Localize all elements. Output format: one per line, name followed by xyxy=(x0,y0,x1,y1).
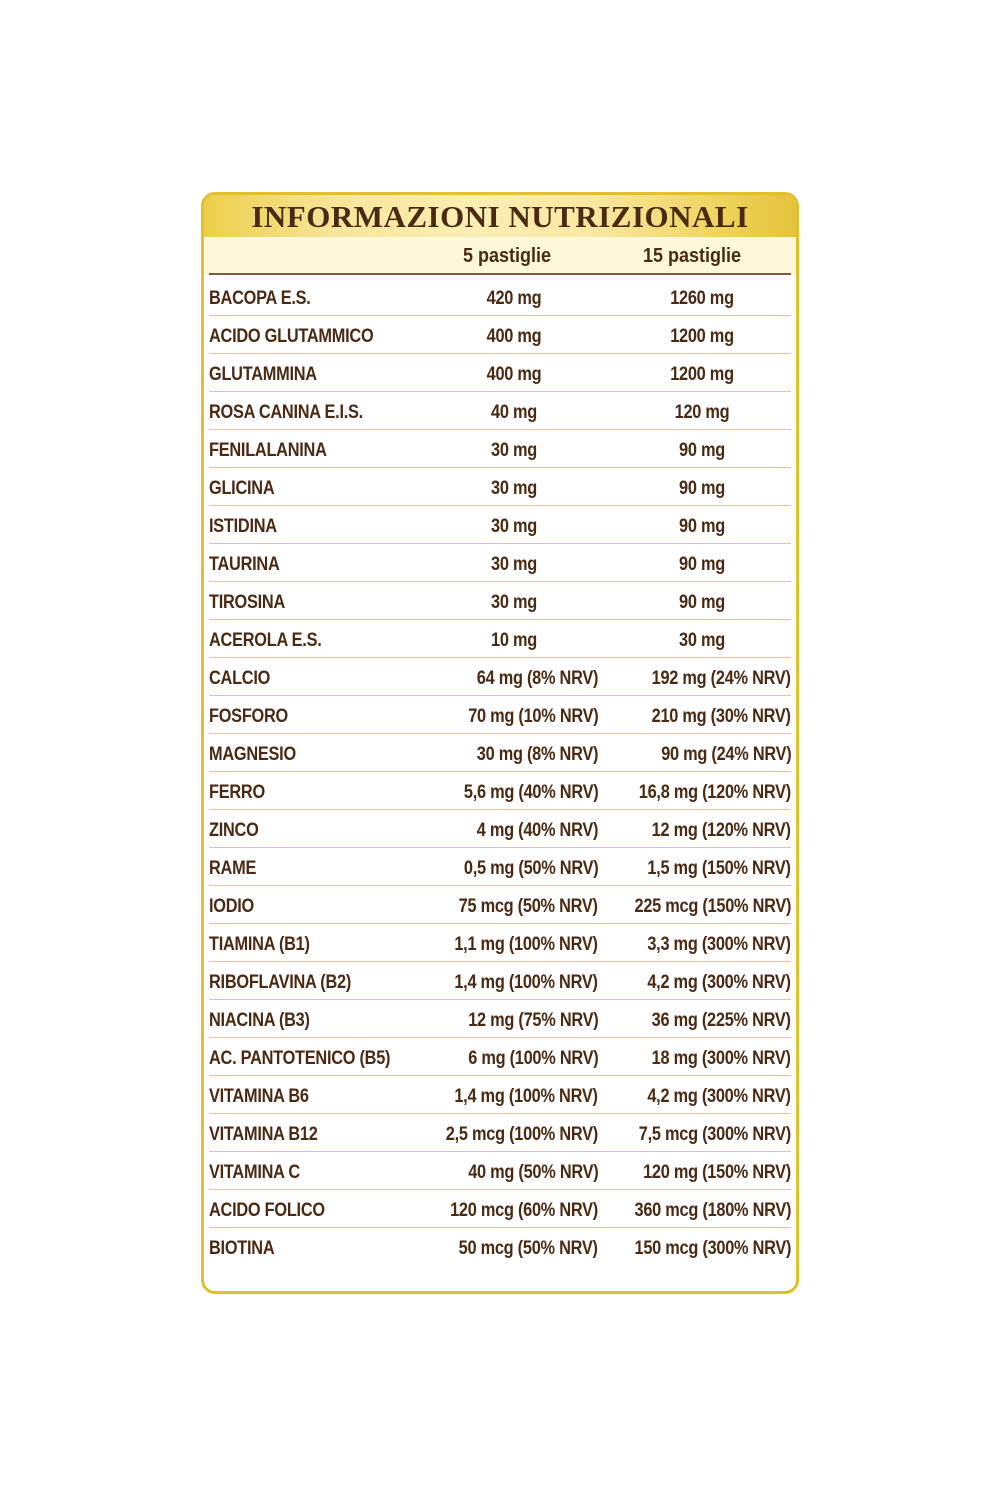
table-row xyxy=(209,734,791,772)
value-15-pastiglie: 3,3 mg (300% NRV) xyxy=(647,934,791,955)
value-15-pastiglie: 90 mg xyxy=(679,478,725,499)
value-5-pastiglie: 30 mg xyxy=(491,440,537,461)
value-15-pastiglie: 1200 mg xyxy=(670,364,734,385)
value-5-pastiglie: 30 mg xyxy=(491,516,537,537)
table-row xyxy=(209,658,791,696)
value-5-pastiglie: 40 mg (50% NRV) xyxy=(467,1162,598,1183)
value-5-pastiglie: 50 mcg (50% NRV) xyxy=(458,1238,598,1259)
value-5-pastiglie: 4 mg (40% NRV) xyxy=(476,820,598,841)
nutrient-name: VITAMINA B12 xyxy=(209,1124,318,1145)
column-header-5: 5 pastiglie xyxy=(462,245,552,267)
value-5-pastiglie: 420 mg xyxy=(486,288,542,309)
value-5-pastiglie: 30 mg (8% NRV) xyxy=(476,744,598,765)
value-15-pastiglie: 12 mg (120% NRV) xyxy=(651,820,791,841)
value-5-pastiglie: 120 mcg (60% NRV) xyxy=(450,1200,598,1221)
value-5-pastiglie: 1,4 mg (100% NRV) xyxy=(454,972,598,993)
table-row xyxy=(209,620,791,658)
nutrient-name: GLICINA xyxy=(209,478,275,499)
value-15-pastiglie: 90 mg (24% NRV) xyxy=(660,744,791,765)
value-15-pastiglie: 120 mg (150% NRV) xyxy=(643,1162,791,1183)
table-row xyxy=(209,924,791,962)
value-15-pastiglie: 1200 mg xyxy=(670,326,734,347)
value-15-pastiglie: 192 mg (24% NRV) xyxy=(651,668,791,689)
column-header xyxy=(204,237,796,275)
table-row xyxy=(209,772,791,810)
value-15-pastiglie: 150 mcg (300% NRV) xyxy=(634,1238,791,1259)
header-divider xyxy=(209,273,791,275)
nutrient-name: AC. PANTOTENICO (B5) xyxy=(209,1048,391,1069)
nutrient-name: FENILALANINA xyxy=(209,440,327,461)
value-15-pastiglie: 1,5 mg (150% NRV) xyxy=(647,858,791,879)
value-15-pastiglie: 1260 mg xyxy=(670,288,734,309)
table-row xyxy=(209,544,791,582)
table-row xyxy=(209,1152,791,1190)
value-5-pastiglie: 75 mcg (50% NRV) xyxy=(458,896,598,917)
nutrient-name: FOSFORO xyxy=(209,706,288,727)
table-row xyxy=(209,886,791,924)
value-5-pastiglie: 30 mg xyxy=(491,478,537,499)
nutrient-name: ACIDO FOLICO xyxy=(209,1200,325,1221)
table-row xyxy=(209,278,791,316)
value-5-pastiglie: 1,1 mg (100% NRV) xyxy=(454,934,598,955)
value-5-pastiglie: 12 mg (75% NRV) xyxy=(467,1010,598,1031)
value-15-pastiglie: 225 mcg (150% NRV) xyxy=(634,896,791,917)
nutrient-name: IODIO xyxy=(209,896,255,917)
value-5-pastiglie: 1,4 mg (100% NRV) xyxy=(454,1086,598,1107)
table-row xyxy=(209,506,791,544)
value-5-pastiglie: 10 mg xyxy=(491,630,537,651)
value-5-pastiglie: 70 mg (10% NRV) xyxy=(467,706,598,727)
table-row xyxy=(209,468,791,506)
nutrient-name: TAURINA xyxy=(209,554,280,575)
nutrient-table xyxy=(204,278,796,1265)
nutrient-name: ROSA CANINA E.I.S. xyxy=(209,402,363,423)
table-row xyxy=(209,1038,791,1076)
column-header-15: 15 pastiglie xyxy=(642,245,742,267)
nutrient-name: MAGNESIO xyxy=(209,744,296,765)
nutrient-name: TIROSINA xyxy=(209,592,286,613)
nutrient-name: FERRO xyxy=(209,782,265,803)
value-15-pastiglie: 210 mg (30% NRV) xyxy=(651,706,791,727)
value-5-pastiglie: 6 mg (100% NRV) xyxy=(467,1048,598,1069)
nutrient-name: ACEROLA E.S. xyxy=(209,630,322,651)
value-15-pastiglie: 90 mg xyxy=(679,516,725,537)
table-row xyxy=(209,1190,791,1228)
nutrient-name: VITAMINA C xyxy=(209,1162,300,1183)
table-row xyxy=(209,430,791,468)
table-row xyxy=(209,392,791,430)
nutrient-name: ZINCO xyxy=(209,820,259,841)
nutrient-name: TIAMINA (B1) xyxy=(209,934,310,955)
value-15-pastiglie: 4,2 mg (300% NRV) xyxy=(647,1086,791,1107)
nutrient-name: CALCIO xyxy=(209,668,271,689)
nutrition-panel xyxy=(201,192,799,1294)
value-15-pastiglie: 36 mg (225% NRV) xyxy=(651,1010,791,1031)
table-row xyxy=(209,1114,791,1152)
value-5-pastiglie: 400 mg xyxy=(486,326,542,347)
table-row xyxy=(209,1076,791,1114)
value-15-pastiglie: 90 mg xyxy=(679,554,725,575)
nutrient-name: BIOTINA xyxy=(209,1238,275,1259)
value-15-pastiglie: 18 mg (300% NRV) xyxy=(651,1048,791,1069)
value-15-pastiglie: 7,5 mcg (300% NRV) xyxy=(638,1124,791,1145)
table-row xyxy=(209,696,791,734)
value-5-pastiglie: 400 mg xyxy=(486,364,542,385)
value-5-pastiglie: 5,6 mg (40% NRV) xyxy=(463,782,598,803)
value-15-pastiglie: 30 mg xyxy=(679,630,725,651)
value-5-pastiglie: 30 mg xyxy=(491,592,537,613)
title-bar xyxy=(204,195,796,237)
table-row xyxy=(209,354,791,392)
value-5-pastiglie: 2,5 mcg (100% NRV) xyxy=(445,1124,598,1145)
value-15-pastiglie: 16,8 mg (120% NRV) xyxy=(638,782,791,803)
table-row xyxy=(209,1000,791,1038)
nutrient-name: VITAMINA B6 xyxy=(209,1086,309,1107)
table-row xyxy=(209,1228,791,1265)
nutrient-name: RIBOFLAVINA (B2) xyxy=(209,972,352,993)
value-5-pastiglie: 0,5 mg (50% NRV) xyxy=(463,858,598,879)
table-row xyxy=(209,962,791,1000)
value-15-pastiglie: 120 mg xyxy=(674,402,730,423)
table-row xyxy=(209,848,791,886)
nutrient-name: ACIDO GLUTAMMICO xyxy=(209,326,374,347)
nutrient-name: NIACINA (B3) xyxy=(209,1010,310,1031)
value-15-pastiglie: 4,2 mg (300% NRV) xyxy=(647,972,791,993)
value-15-pastiglie: 360 mcg (180% NRV) xyxy=(634,1200,791,1221)
value-5-pastiglie: 40 mg xyxy=(491,402,537,423)
nutrient-name: BACOPA E.S. xyxy=(209,288,311,309)
nutrient-name: RAME xyxy=(209,858,257,879)
value-15-pastiglie: 90 mg xyxy=(679,592,725,613)
table-row xyxy=(209,582,791,620)
nutrient-name: GLUTAMMINA xyxy=(209,364,317,385)
panel-title: INFORMAZIONI NUTRIZIONALI xyxy=(251,199,749,234)
value-15-pastiglie: 90 mg xyxy=(679,440,725,461)
value-5-pastiglie: 64 mg (8% NRV) xyxy=(476,668,598,689)
table-row xyxy=(209,316,791,354)
table-row xyxy=(209,810,791,848)
value-5-pastiglie: 30 mg xyxy=(491,554,537,575)
nutrient-name: ISTIDINA xyxy=(209,516,277,537)
